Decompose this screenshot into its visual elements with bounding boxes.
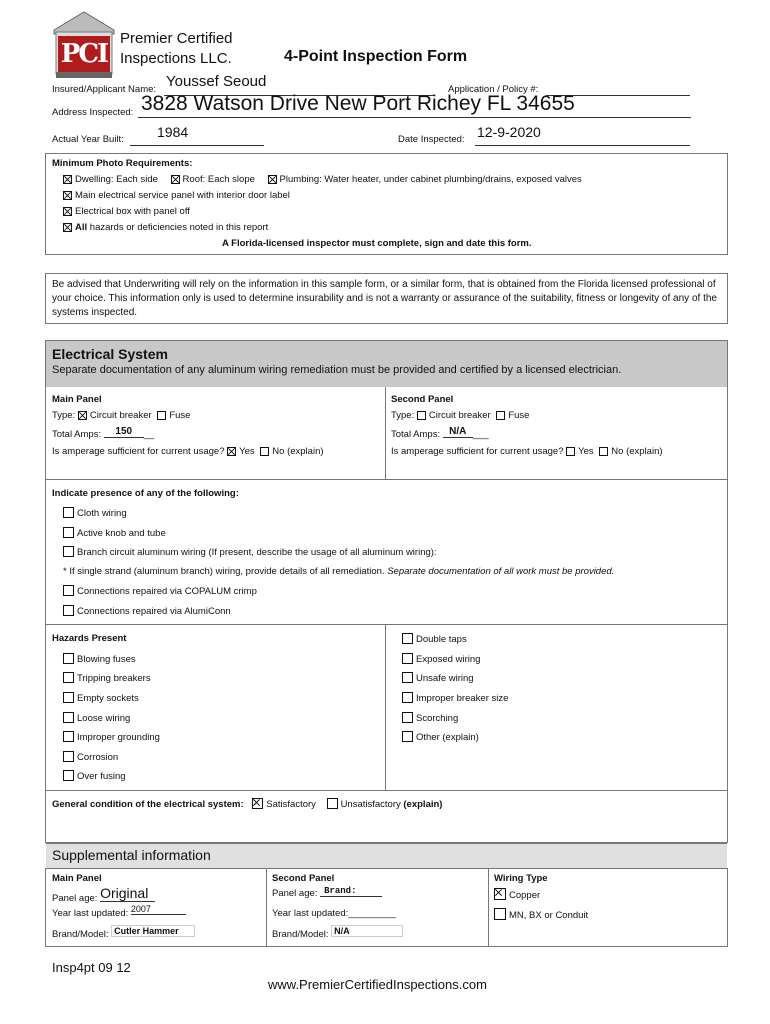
main-breaker-checkbox[interactable] — [78, 411, 87, 420]
plumbing-label: Plumbing: Water heater, under cabinet plumbing/drains, exposed valves — [279, 174, 582, 185]
insured-value[interactable]: Youssef Seoud — [166, 73, 267, 90]
second-year-label: Year last updated: — [272, 908, 349, 919]
year-updated-value[interactable]: 2007 — [131, 904, 186, 915]
second-yes-label: Yes — [578, 446, 594, 457]
second-age-label: Panel age: — [272, 888, 318, 899]
second-year-blank[interactable]: _________ — [348, 908, 396, 919]
knob-label: Active knob and tube — [77, 528, 166, 539]
aluminum-checkbox[interactable] — [63, 546, 74, 557]
second-brand-value[interactable]: N/A — [331, 925, 403, 937]
logo-letters: PCI — [60, 39, 108, 69]
cloth-checkbox[interactable] — [63, 507, 74, 518]
plumbing-checkbox[interactable] — [268, 175, 277, 184]
supp-second-title: Second Panel — [272, 873, 335, 884]
brand-label: Brand/Model: — [52, 929, 109, 940]
form-title: 4-Point Inspection Form — [284, 48, 468, 65]
copalum-label: Connections repaired via COPALUM crimp — [77, 586, 257, 597]
year-updated-label: Year last updated: — [52, 908, 129, 919]
panel-age-value[interactable]: Original — [100, 885, 155, 902]
box-photo-checkbox[interactable] — [63, 207, 72, 216]
copper-label: Copper — [509, 890, 541, 901]
second-type-label: Type: — [391, 410, 415, 421]
year-built-line — [130, 145, 264, 146]
second-sufficient-label: Is amperage sufficient for current usage? — [391, 446, 564, 457]
panels-divider-bottom — [46, 479, 727, 480]
electrical-subtitle: Separate documentation of any aluminum wiring remediation must be provided and certified by a licensed electrician. — [52, 364, 622, 376]
company-name-line2: Inspections LLC. — [120, 50, 232, 67]
policy-label: Application / Policy #: — [448, 84, 539, 95]
explain-label: (explain) — [403, 799, 443, 810]
roof-label: Roof: Each slope — [182, 174, 255, 185]
second-breaker-label: Circuit breaker — [428, 410, 491, 421]
hazard-checkbox[interactable] — [402, 731, 413, 742]
hazard-label: Unsafe wiring — [416, 673, 474, 684]
florida-notice: A Florida-licensed inspector must complete, sign and date this form. — [222, 238, 532, 249]
second-amps-suffix: ___ — [472, 429, 489, 440]
main-amps-value[interactable]: 150 — [104, 426, 144, 438]
satisfactory-checkbox[interactable] — [252, 798, 263, 809]
knob-checkbox[interactable] — [63, 527, 74, 538]
electrical-title: Electrical System — [52, 346, 168, 362]
second-fuse-checkbox[interactable] — [496, 411, 505, 420]
main-amps-suffix: __ — [143, 429, 155, 440]
hazard-label: Improper grounding — [77, 732, 160, 743]
hazard-label: Tripping breakers — [77, 673, 151, 684]
dwelling-checkbox[interactable] — [63, 175, 72, 184]
panel-photo-checkbox[interactable] — [63, 191, 72, 200]
main-panel-title: Main Panel — [52, 394, 102, 405]
panel-age-label: Panel age: — [52, 893, 98, 904]
aluminum-note: * If single strand (aluminum branch) wiring, provide details of all remediation. — [63, 566, 385, 577]
year-built-value[interactable]: 1984 — [157, 124, 189, 140]
second-fuse-label: Fuse — [508, 410, 530, 421]
company-name-line1: Premier Certified — [120, 30, 233, 47]
aluminum-note-italic: Separate documentation of all work must be provided. — [387, 566, 615, 577]
hazards-divider-bottom — [46, 790, 727, 791]
main-breaker-label: Circuit breaker — [89, 410, 152, 421]
second-amps-value[interactable]: N/A — [443, 426, 473, 438]
panel-photo-label: Main electrical service panel with interior door label — [75, 190, 290, 201]
footer-url[interactable]: www.PremierCertifiedInspections.com — [268, 977, 487, 992]
advisory-text: Be advised that Underwriting will rely on the information in this sample form, or a similar form, that is obtained from the Florida licensed professional of your choice. This information only is used to determine insurability and is not a warranty or assurance of the suitability, fitness or longevity of any of the systems inspected. — [52, 279, 717, 318]
second-panel-title: Second Panel — [391, 394, 454, 405]
address-line — [138, 117, 691, 118]
date-value[interactable]: 12-9-2020 — [477, 124, 541, 140]
hazards-divider-top — [46, 624, 727, 625]
hazard-checkbox[interactable] — [63, 731, 74, 742]
address-label: Address Inspected: — [52, 107, 134, 118]
hazards-photo-checkbox[interactable] — [63, 223, 72, 232]
main-yes-checkbox[interactable] — [227, 447, 236, 456]
supplemental-divider-1 — [266, 868, 267, 947]
hazard-label: Over fusing — [77, 771, 126, 782]
hazard-checkbox[interactable] — [402, 653, 413, 664]
unsatisfactory-label: Unsatisfactory — [340, 799, 401, 810]
supp-main-title: Main Panel — [52, 873, 102, 884]
hazards-photo-label: hazards or deficiencies noted in this report — [89, 222, 269, 233]
main-no-label: No (explain) — [272, 446, 324, 457]
hazard-label: Scorching — [416, 713, 459, 724]
date-label: Date Inspected: — [398, 134, 465, 145]
second-amps-label: Total Amps: — [391, 429, 441, 440]
mn-label: MN, BX or Conduit — [509, 910, 589, 921]
hazard-label: Empty sockets — [77, 693, 139, 704]
insured-label: Insured/Applicant Name: — [52, 84, 157, 95]
supplemental-title: Supplemental information — [52, 847, 211, 863]
second-yes-checkbox[interactable] — [566, 447, 575, 456]
hazard-checkbox[interactable] — [402, 633, 413, 644]
address-value[interactable]: 3828 Watson Drive New Port Richey FL 34655 — [141, 92, 575, 115]
year-built-label: Actual Year Built: — [52, 134, 124, 145]
date-line — [475, 145, 690, 146]
second-brand-label: Brand/Model: — [272, 929, 329, 940]
footer-code: Insp4pt 09 12 — [52, 960, 131, 975]
hazard-label: Loose wiring — [77, 713, 131, 724]
box-photo-label: Electrical box with panel off — [75, 206, 190, 217]
condition-label: General condition of the electrical system: — [52, 799, 244, 810]
photo-title: Minimum Photo Requirements: — [52, 158, 193, 169]
hazard-label: Improper breaker size — [416, 693, 509, 704]
hazard-checkbox[interactable] — [63, 692, 74, 703]
aluminum-label: Branch circuit aluminum wiring (If present, describe the usage of all aluminum wiring): — [77, 547, 437, 558]
cloth-label: Cloth wiring — [77, 508, 127, 519]
alumiconn-checkbox[interactable] — [63, 605, 74, 616]
second-age-value[interactable]: Brand: — [320, 886, 382, 897]
hazard-checkbox[interactable] — [63, 712, 74, 723]
main-type-label: Type: — [52, 410, 76, 421]
hazard-label: Exposed wiring — [416, 654, 481, 665]
all-bold-label: All — [75, 222, 88, 233]
second-no-label: No (explain) — [611, 446, 663, 457]
main-fuse-checkbox[interactable] — [157, 411, 166, 420]
hazard-label: Corrosion — [77, 752, 119, 763]
alumiconn-label: Connections repaired via AlumiConn — [77, 606, 231, 617]
copper-checkbox[interactable] — [494, 888, 506, 900]
hazards-title: Hazards Present — [52, 633, 127, 644]
main-amps-label: Total Amps: — [52, 429, 102, 440]
main-sufficient-label: Is amperage sufficient for current usage? — [52, 446, 225, 457]
hazard-checkbox[interactable] — [402, 672, 413, 683]
hazard-checkbox[interactable] — [63, 653, 74, 664]
satisfactory-label: Satisfactory — [266, 799, 316, 810]
mn-checkbox[interactable] — [494, 908, 506, 920]
presence-title: Indicate presence of any of the following: — [52, 488, 239, 499]
dwelling-label: Dwelling: Each side — [75, 174, 158, 185]
hazard-checkbox[interactable] — [402, 712, 413, 723]
roof-checkbox[interactable] — [171, 175, 180, 184]
hazards-divider-vertical — [385, 624, 386, 790]
panels-divider-vertical — [385, 387, 386, 479]
hazard-checkbox[interactable] — [63, 770, 74, 781]
main-fuse-label: Fuse — [169, 410, 191, 421]
unsatisfactory-checkbox[interactable] — [327, 798, 338, 809]
supplemental-divider-2 — [488, 868, 489, 947]
company-logo — [52, 10, 116, 80]
hazard-label: Double taps — [416, 634, 467, 645]
brand-value[interactable]: Cutler Hammer — [111, 925, 195, 937]
wiring-title: Wiring Type — [494, 873, 548, 884]
hazard-label: Blowing fuses — [77, 654, 136, 665]
copalum-checkbox[interactable] — [63, 585, 74, 596]
hazard-checkbox[interactable] — [402, 692, 413, 703]
hazard-checkbox[interactable] — [63, 672, 74, 683]
main-yes-label: Yes — [239, 446, 255, 457]
second-breaker-checkbox[interactable] — [417, 411, 426, 420]
hazard-label: Other (explain) — [416, 732, 479, 743]
main-no-checkbox[interactable] — [260, 447, 269, 456]
hazard-checkbox[interactable] — [63, 751, 74, 762]
second-no-checkbox[interactable] — [599, 447, 608, 456]
